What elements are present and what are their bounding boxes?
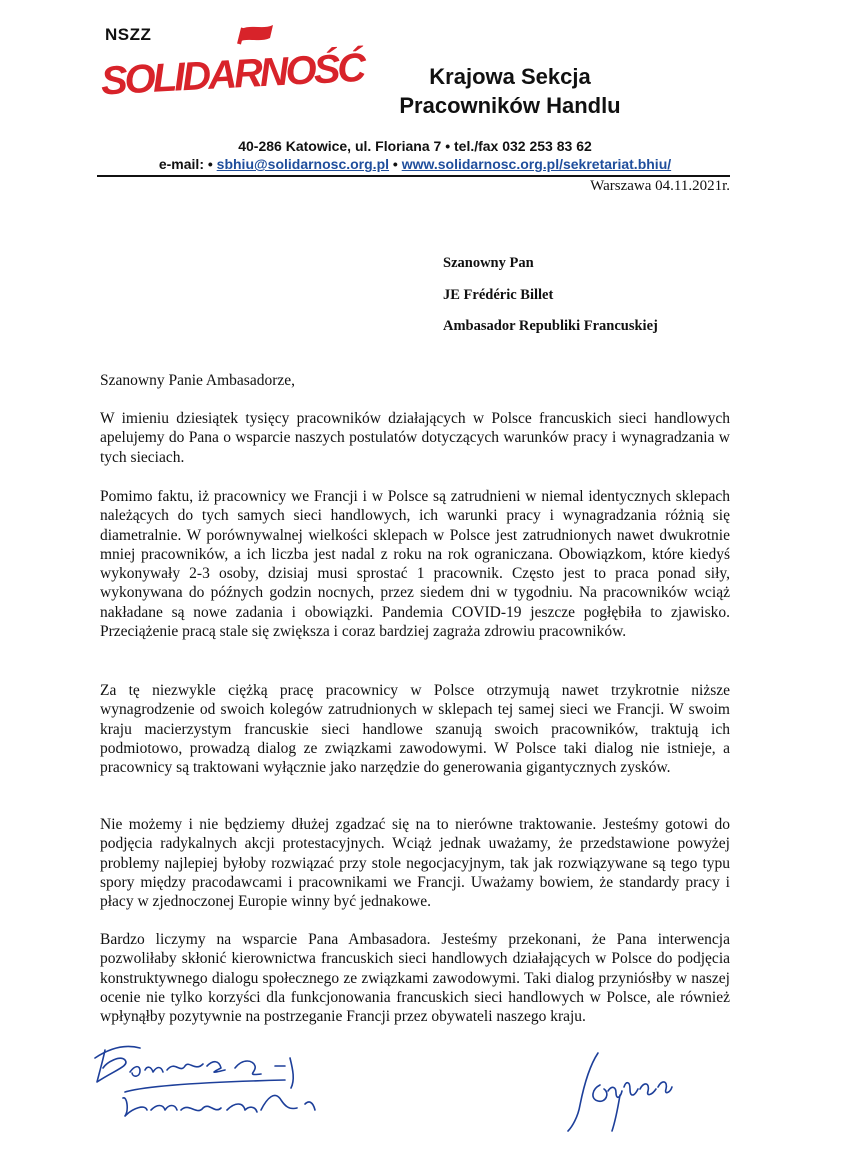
contact-separator: • — [392, 156, 398, 172]
header-divider — [97, 175, 730, 177]
contact-line — [100, 156, 730, 172]
organization-line-1: Krajowa Sekcja — [429, 64, 591, 89]
svg-text:SOLIDARNOŚĆ: SOLIDARNOŚĆ — [99, 45, 365, 104]
solidarnosc-logo-icon — [97, 20, 365, 104]
email-label: e-mail: • — [158, 156, 213, 172]
letter-date: Warszawa 04.11.2021r. — [590, 178, 730, 194]
paragraph-5: Bardzo liczymy na wsparcie Pana Ambasadora. Jesteśmy przekonani, że Pana interwencja pozwoliłaby skłonić kierownictwa francuskich sieci handlowych działających w Polsce do podjęcia konstruktywnego dialogu społecznego ze związkami zawodowymi. Taki dialog przyniósłby w naszej ocenie nie tylko korzyści dla funkcjonowania francuskich sieci handlowych w Polsce, ale również wpłynąłby pozytywnie na postrzeganie Francji przez obywateli naszego kraju. — [100, 931, 730, 1026]
logo-nszz: NSZZ — [105, 25, 152, 44]
signature-left-icon — [85, 1030, 345, 1130]
signature-right-icon — [560, 1045, 690, 1140]
letter-salutation: Szanowny Panie Ambasadorze, — [100, 372, 295, 389]
organization-line-2: Pracowników Handlu — [399, 93, 621, 118]
recipient-salutation: Szanowny Pan — [443, 255, 534, 271]
email-link[interactable]: sbhiu@solidarnosc.org.pl — [216, 156, 390, 172]
paragraph-2: Pomimo faktu, iż pracownicy we Francji i w Polsce są zatrudnieni w niemal identycznych sklepach należących do tych samych sieci handlowych, ich warunki pracy i wynagradzania różnią się diametralnie. W porównywalnej wielkości sklepach w Polsce jest zatrudnionych nawet dwukrotnie mniej pracowników, a ich liczba jest nadal z roku na rok ograniczana. Obowiązkom, które kiedyś wykonywały 2-3 osoby, dzisiaj musi sprostać 1 pracownik. Często jest to praca ponad siły, wykonywana do późnych godzin nocnych, przez siedem dni w tygodniu. Na pracowników wciąż nakładane są nowe zadania i obowiązki. Pandemia COVID-19 jeszcze pogłębiła to zjawisko. Przeciążenie pracą stale się zwiększa i coraz bardziej zagraża zdrowiu pracowników. — [100, 488, 730, 641]
postal-address: 40-286 Katowice, ul. Floriana 7 • tel./fax 032 253 83 62 — [238, 138, 592, 154]
paragraph-1: W imieniu dziesiątek tysięcy pracowników działających w Polsce francuskich sieci handlowych apelujemy do Pana o wsparcie naszych postulatów dotyczących warunków pracy i wynagradzania w tych sieciach. — [100, 410, 730, 466]
recipient-title: Ambasador Republiki Francuskiej — [443, 318, 658, 334]
recipient-name: JE Frédéric Billet — [443, 287, 554, 303]
paragraph-3: Za tę niezwykle ciężką pracę pracownicy w Polsce otrzymują nawet trzykrotnie niższe wynagrodzenie od swoich kolegów zatrudnionych w sklepach tej samej sieci we Francji. W swoim kraju macierzystym francuskie sieci handlowe szanują swoich pracowników, traktują ich podmiotowo, prowadzą dialog ze związkami zawodowymi. W Polsce taki dialog nie istnieje, a pracownicy są traktowani wyłącznie jako narzędzie do generowania gigantycznych zysków. — [100, 682, 730, 777]
website-link[interactable]: www.solidarnosc.org.pl/sekretariat.bhiu/ — [401, 156, 672, 172]
paragraph-4: Nie możemy i nie będziemy dłużej zgadzać się na to nierówne traktowanie. Jesteśmy gotowi do podjęcia radykalnych akcji protestacyjnych. Wciąż jednak uważamy, że przedstawione powyżej problemy najlepiej byłoby rozwiązać przy stole negocjacyjnym, tak jak rozwiązywane są tego typu spory między pracodawcami i pracownikami we Francji. Uważamy bowiem, że standardy pracy i płacy w zjednoczonej Europie winny być jednakowe. — [100, 816, 730, 911]
organization-name — [360, 62, 660, 120]
